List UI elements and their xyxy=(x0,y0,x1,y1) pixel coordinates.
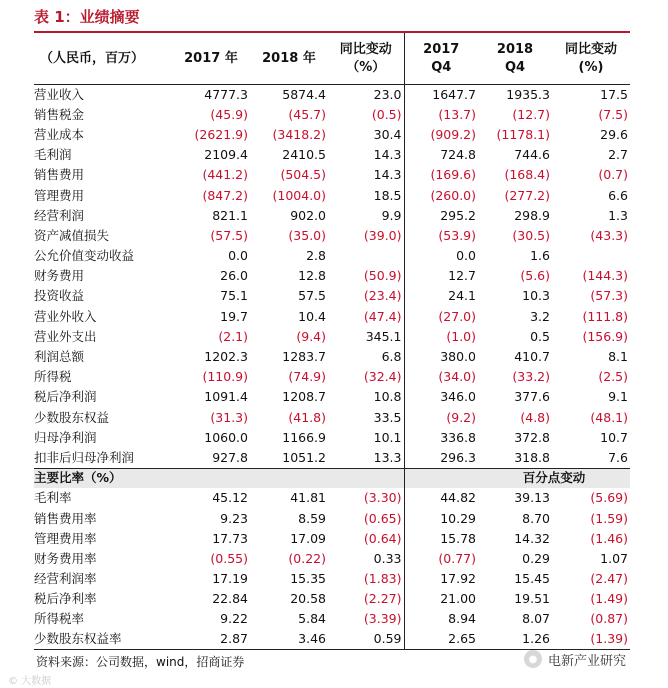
cell-value: 1051.2 xyxy=(282,449,326,465)
cell-value: 24.1 xyxy=(448,288,476,304)
cell-value: 724.8 xyxy=(440,147,476,163)
header-row xyxy=(34,33,630,85)
table-row xyxy=(34,387,630,407)
cell-value: (7.5) xyxy=(598,106,628,122)
table-row xyxy=(34,367,630,387)
cell-value: 410.7 xyxy=(514,349,550,365)
cell-value: 10.4 xyxy=(298,308,326,324)
cell-value: 17.5 xyxy=(600,86,628,102)
cell-value: 2.65 xyxy=(448,631,476,647)
table-row xyxy=(34,185,630,205)
header-2017: 2017 年 xyxy=(184,50,238,66)
cell-value: 9.23 xyxy=(220,510,248,526)
cell-value: (0.77) xyxy=(438,550,476,566)
row-label: 财务费用 xyxy=(34,268,85,284)
row-label: 销售税金 xyxy=(34,106,85,122)
table-row xyxy=(34,286,630,306)
cell-value: 744.6 xyxy=(514,147,550,163)
cell-value: 1.07 xyxy=(600,550,628,566)
table-row xyxy=(34,206,630,226)
header-2018: 2018 年 xyxy=(262,50,316,66)
cell-value: 2109.4 xyxy=(204,147,248,163)
table-row xyxy=(34,125,630,145)
cell-value: 20.58 xyxy=(290,591,326,607)
row-label: 资产减值损失 xyxy=(34,227,110,243)
cell-value: (32.4) xyxy=(328,367,404,387)
pp-change-label: 百分点变动 xyxy=(522,470,586,486)
cell-value: 19.7 xyxy=(220,308,248,324)
cell-value: (5.69) xyxy=(590,490,628,506)
cell-value xyxy=(328,246,404,266)
cell-value: (3.30) xyxy=(328,488,404,508)
cell-value: 8.59 xyxy=(298,510,326,526)
row-label: 经营利润 xyxy=(34,207,85,223)
cell-value: (1178.1) xyxy=(496,126,550,142)
cell-value: (909.2) xyxy=(430,126,476,142)
cell-value: (169.6) xyxy=(430,167,476,183)
cell-value: 6.8 xyxy=(328,347,404,367)
row-label: 财务费用率 xyxy=(34,550,97,566)
cell-value: (0.55) xyxy=(210,550,248,566)
ratio-row xyxy=(34,569,630,589)
cell-value: 8.1 xyxy=(608,349,628,365)
table-row xyxy=(34,327,630,347)
row-label: 归母净利润 xyxy=(34,429,97,445)
row-label: 营业成本 xyxy=(34,126,85,142)
cell-value: (30.5) xyxy=(512,227,550,243)
row-label: 营业外支出 xyxy=(34,328,97,344)
ratio-row xyxy=(34,609,630,629)
cell-value: (57.5) xyxy=(210,227,248,243)
cell-value: 346.0 xyxy=(440,389,476,405)
cell-value: 336.8 xyxy=(440,429,476,445)
cell-value: 26.0 xyxy=(220,268,248,284)
cell-value: (3418.2) xyxy=(272,126,326,142)
cell-value: 10.1 xyxy=(328,428,404,448)
cell-value: 3.46 xyxy=(298,631,326,647)
cell-value: (48.1) xyxy=(590,409,628,425)
row-label: 管理费用率 xyxy=(34,530,97,546)
cell-value: 44.82 xyxy=(440,490,476,506)
cell-value: 17.73 xyxy=(212,530,248,546)
cell-value: 19.51 xyxy=(514,591,550,607)
cell-value: (13.7) xyxy=(438,106,476,122)
ratio-row xyxy=(34,488,630,508)
cell-value: (23.4) xyxy=(328,286,404,306)
table-row xyxy=(34,266,630,286)
table-row xyxy=(34,105,630,125)
cell-value: (33.2) xyxy=(512,369,550,385)
cell-value: 927.8 xyxy=(212,449,248,465)
cell-value: (168.4) xyxy=(504,167,550,183)
cell-value: 0.59 xyxy=(328,630,404,650)
cell-value: 296.3 xyxy=(440,449,476,465)
cell-value: (144.3) xyxy=(582,268,628,284)
cell-value: (34.0) xyxy=(438,369,476,385)
cell-value: 10.8 xyxy=(328,387,404,407)
cell-value: 33.5 xyxy=(328,408,404,428)
cell-value: 10.29 xyxy=(440,510,476,526)
cell-value: 15.35 xyxy=(290,571,326,587)
table-row xyxy=(34,307,630,327)
cell-value: (9.4) xyxy=(296,328,326,344)
row-label: 管理费用 xyxy=(34,187,85,203)
cell-value: (50.9) xyxy=(328,266,404,286)
cell-value: 13.3 xyxy=(328,448,404,468)
table-row xyxy=(34,165,630,185)
cell-value: (39.0) xyxy=(328,226,404,246)
cell-value: (1004.0) xyxy=(272,187,326,203)
source-note: 资料来源：公司数据，wind，招商证券 xyxy=(36,655,245,669)
cell-value: (3.39) xyxy=(328,609,404,629)
table-row xyxy=(34,408,630,428)
cell-value: (31.3) xyxy=(210,409,248,425)
cell-value: 0.33 xyxy=(328,549,404,569)
table-row xyxy=(34,226,630,246)
row-label: 税后净利润 xyxy=(34,389,97,405)
row-label: 所得税率 xyxy=(34,611,85,627)
cell-value: (111.8) xyxy=(582,308,628,324)
main-rows xyxy=(34,85,630,469)
cell-value: (1.46) xyxy=(590,530,628,546)
cell-value: (441.2) xyxy=(202,167,248,183)
cell-value: (0.64) xyxy=(328,529,404,549)
watermark-right-text: 电新产业研究 xyxy=(548,653,627,669)
cell-value: 15.78 xyxy=(440,530,476,546)
ratio-rows xyxy=(34,488,630,650)
cell-value: 8.70 xyxy=(522,510,550,526)
cell-value: (0.87) xyxy=(590,611,628,627)
ratio-section-label: 主要比率（%） xyxy=(34,470,122,486)
cell-value: 1647.7 xyxy=(432,86,476,102)
financial-summary-table xyxy=(34,33,630,650)
cell-value: 14.3 xyxy=(328,165,404,185)
cell-value: 902.0 xyxy=(290,207,326,223)
cell-value: 30.4 xyxy=(328,125,404,145)
cell-value: 1208.7 xyxy=(282,389,326,405)
cell-value: 75.1 xyxy=(220,288,248,304)
cell-value: 372.8 xyxy=(514,429,550,445)
table-row xyxy=(34,145,630,165)
cell-value: (1.0) xyxy=(446,328,476,344)
cell-value: 295.2 xyxy=(440,207,476,223)
table-row xyxy=(34,246,630,266)
cell-value: 2410.5 xyxy=(282,147,326,163)
cell-value: (0.65) xyxy=(328,508,404,528)
cell-value: (0.7) xyxy=(598,167,628,183)
watermark-right xyxy=(524,648,660,670)
row-label: 经营利润率 xyxy=(34,571,97,587)
cell-value: 0.29 xyxy=(522,550,550,566)
cell-value: 4777.3 xyxy=(204,86,248,102)
table-title: 表 1：业绩摘要 xyxy=(34,8,140,26)
cell-value: (47.4) xyxy=(328,307,404,327)
row-label: 扣非后归母净利润 xyxy=(34,449,135,465)
cell-value: (0.5) xyxy=(328,105,404,125)
ratio-section xyxy=(34,468,630,488)
row-label: 税后净利率 xyxy=(34,591,97,607)
cell-value: 0.5 xyxy=(530,328,550,344)
cell-value: (4.8) xyxy=(520,409,550,425)
cell-value: (2.1) xyxy=(218,328,248,344)
cell-value: (27.0) xyxy=(438,308,476,324)
cell-value: 12.7 xyxy=(448,268,476,284)
cell-value: 6.6 xyxy=(608,187,628,203)
cell-value: (2.27) xyxy=(328,589,404,609)
cell-value: (1.59) xyxy=(590,510,628,526)
cell-value: 15.45 xyxy=(514,571,550,587)
cell-value: (504.5) xyxy=(280,167,326,183)
cell-value: 298.9 xyxy=(514,207,550,223)
cell-value: (1.39) xyxy=(590,631,628,647)
cell-value: 377.6 xyxy=(514,389,550,405)
cell-value: 1283.7 xyxy=(282,349,326,365)
cell-value: (2621.9) xyxy=(194,126,248,142)
cell-value: 1091.4 xyxy=(204,389,248,405)
cell-value: 0.0 xyxy=(456,248,476,264)
cell-value: 3.2 xyxy=(530,308,550,324)
cell-value: (9.2) xyxy=(446,409,476,425)
cell-value: 8.07 xyxy=(522,611,550,627)
cell-value: (57.3) xyxy=(590,288,628,304)
cell-value: (43.3) xyxy=(590,227,628,243)
cell-value: 17.19 xyxy=(212,571,248,587)
cell-value: (5.6) xyxy=(520,268,550,284)
row-label: 毛利润 xyxy=(34,147,72,163)
cell-value: (110.9) xyxy=(202,369,248,385)
cell-value: 45.12 xyxy=(212,490,248,506)
cell-value: 14.3 xyxy=(328,145,404,165)
cell-value: 12.8 xyxy=(298,268,326,284)
cell-value: 1.6 xyxy=(530,248,550,264)
cell-value: (45.7) xyxy=(288,106,326,122)
cell-value: 22.84 xyxy=(212,591,248,607)
cell-value: 345.1 xyxy=(328,327,404,347)
cell-value: (74.9) xyxy=(288,369,326,385)
table-row xyxy=(34,428,630,448)
cell-value: (1.49) xyxy=(590,591,628,607)
ratio-row xyxy=(34,508,630,528)
row-label: 销售费用率 xyxy=(34,510,97,526)
cell-value: 9.22 xyxy=(220,611,248,627)
cell-value: 21.00 xyxy=(440,591,476,607)
cell-value: (12.7) xyxy=(512,106,550,122)
ratio-section-header xyxy=(34,468,630,488)
ratio-row xyxy=(34,529,630,549)
cell-value: (156.9) xyxy=(582,328,628,344)
cell-value: 1935.3 xyxy=(506,86,550,102)
row-label: 毛利率 xyxy=(34,490,72,506)
row-label: 利润总额 xyxy=(34,349,85,365)
cell-value: 318.8 xyxy=(514,449,550,465)
row-label: 公允价值变动收益 xyxy=(34,248,135,264)
cell-value: (2.5) xyxy=(598,369,628,385)
cell-value: 23.0 xyxy=(328,85,404,105)
header-unit: （人民币，百万） xyxy=(40,50,145,66)
header-2018q4: 2018 Q4 xyxy=(496,41,534,75)
row-label: 销售费用 xyxy=(34,167,85,183)
cell-value: 18.5 xyxy=(328,185,404,205)
cell-value: (53.9) xyxy=(438,227,476,243)
cell-value: 9.9 xyxy=(328,206,404,226)
cell-value: (260.0) xyxy=(430,187,476,203)
row-label: 所得税 xyxy=(34,369,72,385)
cell-value: 2.87 xyxy=(220,631,248,647)
cell-value: 39.13 xyxy=(514,490,550,506)
cell-value xyxy=(552,246,630,266)
cell-value: 9.1 xyxy=(608,389,628,405)
cell-value: 14.32 xyxy=(514,530,550,546)
cell-value: (847.2) xyxy=(202,187,248,203)
cell-value: 0.0 xyxy=(228,248,248,264)
cell-value: 2.8 xyxy=(306,248,326,264)
row-label: 营业收入 xyxy=(34,86,85,102)
cell-value: 5874.4 xyxy=(282,86,326,102)
cell-value: 1060.0 xyxy=(204,429,248,445)
header-yoy-q4: 同比变动 (%) xyxy=(564,41,617,75)
cell-value: (0.22) xyxy=(288,550,326,566)
cell-value: 10.3 xyxy=(522,288,550,304)
wechat-icon: ● xyxy=(524,650,542,668)
cell-value: 8.94 xyxy=(448,611,476,627)
cell-value: 1166.9 xyxy=(282,429,326,445)
cell-value: 10.7 xyxy=(600,429,628,445)
cell-value: 1.26 xyxy=(522,631,550,647)
row-label: 少数股东权益 xyxy=(34,409,110,425)
cell-value: (2.47) xyxy=(590,571,628,587)
watermark-left: © 大数据 xyxy=(8,676,52,687)
row-label: 少数股东权益率 xyxy=(34,631,122,647)
cell-value: (41.8) xyxy=(288,409,326,425)
ratio-row xyxy=(34,549,630,569)
header-yoy: 同比变动 （%） xyxy=(328,33,404,85)
header-2017q4: 2017 Q4 xyxy=(423,41,460,75)
cell-value: 821.1 xyxy=(212,207,248,223)
cell-value: 29.6 xyxy=(600,126,628,142)
cell-value: 57.5 xyxy=(298,288,326,304)
cell-value: 1.3 xyxy=(608,207,628,223)
cell-value: 17.92 xyxy=(440,571,476,587)
cell-value: (35.0) xyxy=(288,227,326,243)
cell-value: 7.6 xyxy=(608,449,628,465)
cell-value: 2.7 xyxy=(608,147,628,163)
cell-value: 380.0 xyxy=(440,349,476,365)
table-row xyxy=(34,347,630,367)
cell-value: (45.9) xyxy=(210,106,248,122)
ratio-row xyxy=(34,589,630,609)
row-label: 投资收益 xyxy=(34,288,85,304)
ratio-row xyxy=(34,630,630,650)
cell-value: (1.83) xyxy=(328,569,404,589)
table-row xyxy=(34,448,630,468)
row-label: 营业外收入 xyxy=(34,308,97,324)
cell-value: 5.84 xyxy=(298,611,326,627)
cell-value: 1202.3 xyxy=(204,349,248,365)
cell-value: 17.09 xyxy=(290,530,326,546)
table-row xyxy=(34,85,630,105)
cell-value: (277.2) xyxy=(504,187,550,203)
cell-value: 41.81 xyxy=(290,490,326,506)
